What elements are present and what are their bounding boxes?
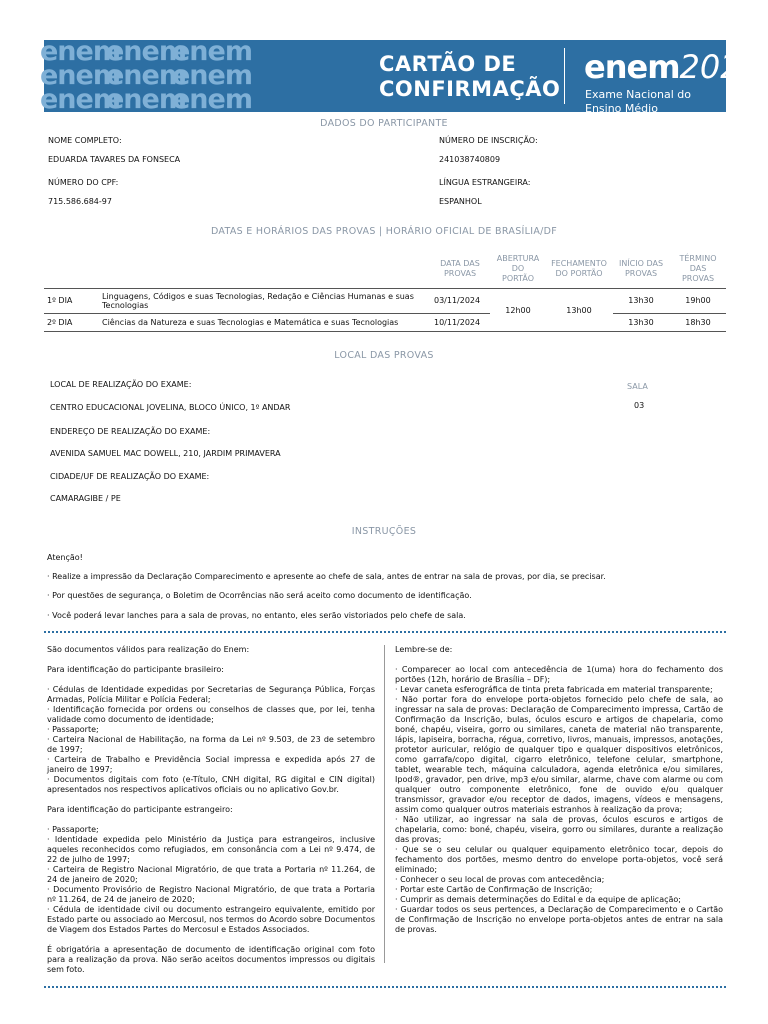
row-end: 18h30 bbox=[685, 318, 711, 327]
header-opening bbox=[490, 254, 546, 284]
cpf-value: 715.586.684-97 bbox=[48, 197, 112, 206]
card-title bbox=[379, 52, 561, 102]
reminder-item: · Não utilizar, ao ingressar na sala de provas, óculos escuros e artigos de chapelaria, como: boné, chapéu, viseira, gorro ou similares, durante a realização das provas; bbox=[395, 815, 723, 844]
place-label: LOCAL DE REALIZAÇÃO DO EXAME: bbox=[50, 380, 192, 389]
reminder-item: · Conhecer o seu local de provas com antecedência; bbox=[395, 875, 605, 884]
header-end-line3: PROVAS bbox=[681, 274, 715, 283]
address-value: AVENIDA SAMUEL MAC DOWELL, 210, JARDIM PRIMAVERA bbox=[50, 449, 281, 458]
header-end-line2: DAS bbox=[689, 264, 707, 273]
header-separator bbox=[564, 48, 565, 104]
pattern-word: enem bbox=[172, 36, 252, 67]
header-opening-line1: ABERTURA bbox=[496, 254, 540, 263]
place-value: CENTRO EDUCACIONAL JOVELINA, BLOCO ÚNICO, 1º ANDAR bbox=[50, 403, 291, 412]
documents-column bbox=[47, 645, 375, 975]
row-start: 13h30 bbox=[628, 318, 654, 327]
row-line bbox=[613, 313, 726, 314]
header-closing-line2: DO PORTÃO bbox=[555, 269, 603, 278]
row-line bbox=[100, 313, 490, 314]
reminder-item: · Não portar fora do envelope porta-objetos fornecido pelo chefe de sala, ao ingressar na sala de provas: Declaração de Comparecimento impressa, Cartão de Confirmação da Inscrição, bulas, óculos escuro e artigos de chapelaria, como boné, chapéu, viseira, gorro ou similares, caneta de material não transparente, lápis, lapiseira, borracha, régua, corretivo, livros, manuais, impressos, anotações, protetor auricular, relógio de qualquer tipo e qualquer dispositivos eletrônicos, como garrafa/copo digital, cigarro eletrônico, telefone celular, smartphone, tablet, wearable tech, máquina calculadora, agenda eletrônica e/ou similares, Ipod®, gravador, pen drive, mp3 e/ou similar, alarme, chave com alarme ou com qualquer outro componente eletrônico, fone de ouvido e/ou qualquer transmissor, gravador e/ou receptor de dados, imagens, vídeos e mensagens, assim como qualquer outros materiais estranhos à realização da prova; bbox=[395, 695, 723, 814]
document-item: · Passaporte; bbox=[47, 825, 99, 834]
header-end-line1: TÉRMINO bbox=[679, 254, 717, 263]
instructions-section-title: INSTRUÇÕES bbox=[351, 526, 417, 537]
table-top-line bbox=[44, 288, 726, 289]
pattern-word: enem bbox=[172, 60, 252, 91]
header-closing-line1: FECHAMENTO bbox=[551, 259, 607, 268]
opening-time: 12h00 bbox=[505, 306, 531, 315]
row-day: 2º DIA bbox=[47, 318, 73, 327]
dotted-divider bbox=[44, 631, 726, 633]
instruction-item: · Por questões de segurança, o Boletim de Ocorrências não será aceito como documento de identificação. bbox=[47, 591, 472, 600]
header-date-line2: PROVAS bbox=[443, 269, 477, 278]
header-start bbox=[613, 259, 669, 279]
row-date: 03/11/2024 bbox=[434, 296, 481, 305]
participant-section-title: DADOS DO PARTICIPANTE bbox=[320, 118, 448, 129]
room-label: SALA bbox=[627, 382, 648, 391]
document-item: · Carteira de Trabalho e Previdência Social impressa e expedida após 27 de janeiro de 1997; bbox=[47, 755, 375, 774]
header-opening-line2: DO bbox=[511, 264, 525, 273]
inscription-label: NÚMERO DE INSCRIÇÃO: bbox=[439, 136, 538, 145]
header-opening-line3: PORTÃO bbox=[502, 274, 534, 283]
foreign-title: Para identificação do participante estrangeiro: bbox=[47, 805, 233, 814]
header-closing bbox=[546, 259, 612, 279]
inscription-value: 241038740809 bbox=[439, 155, 501, 164]
reminder-item: · Levar caneta esferográfica de tinta preta fabricada em material transparente; bbox=[395, 685, 713, 694]
column-divider bbox=[384, 645, 385, 963]
document-item: · Passaporte; bbox=[47, 725, 99, 734]
row-subjects: Linguagens, Códigos e suas Tecnologias, Redação e Ciências Humanas e suas Tecnologias bbox=[102, 292, 414, 310]
room-value: 03 bbox=[634, 401, 645, 410]
pattern-word: enem bbox=[40, 36, 120, 67]
table-bottom-line bbox=[44, 331, 726, 332]
row-day: 1º DIA bbox=[47, 296, 73, 305]
city-label: CIDADE/UF DE REALIZAÇÃO DO EXAME: bbox=[50, 472, 210, 481]
header-end bbox=[670, 254, 726, 284]
name-label: NOME COMPLETO: bbox=[48, 136, 122, 145]
logo-word: enem bbox=[584, 48, 680, 86]
row-end: 19h00 bbox=[685, 296, 711, 305]
document-item: · Carteira de Registro Nacional Migratório, de que trata a Portaria nº 11.264, de 24 de janeiro de 2020; bbox=[47, 865, 375, 884]
row-subjects: Ciências da Natureza e suas Tecnologias e Matemática e suas Tecnologias bbox=[102, 318, 399, 327]
enem-pattern bbox=[40, 36, 252, 115]
pattern-word: enem bbox=[106, 60, 186, 91]
card-title-line2: CONFIRMAÇÃO bbox=[379, 77, 561, 101]
reminders-title: Lembre-se de: bbox=[395, 645, 453, 654]
pattern-word: enem bbox=[106, 36, 186, 67]
reminder-item: · Cumprir as demais determinações do Edital e da equipe de aplicação; bbox=[395, 895, 681, 904]
row-start: 13h30 bbox=[628, 296, 654, 305]
brazilian-title: Para identificação do participante brasileiro: bbox=[47, 665, 224, 674]
reminder-item: · Que se o seu celular ou qualquer equipamento eletrônico tocar, depois do fechamento dos portões, mesmo dentro do envelope porta-objetos, você será eliminado; bbox=[395, 845, 723, 874]
dotted-divider bbox=[44, 986, 726, 988]
language-label: LÍNGUA ESTRANGEIRA: bbox=[439, 178, 531, 187]
document-item: · Documentos digitais com foto (e-Título, CNH digital, RG digital e CIN digital) apresentados nos respectivos aplicativos oficiais ou no aplicativo Gov.br. bbox=[47, 775, 375, 794]
document-item: · Identidade expedida pelo Ministério da Justiça para estrangeiros, inclusive aqueles reconhecidos como refugiados, em consonância com a Lei nº 9.474, de 22 de julho de 1997; bbox=[47, 835, 375, 864]
header-start-line1: INÍCIO DAS bbox=[618, 259, 664, 268]
header-date bbox=[432, 259, 488, 279]
reminder-item: · Portar este Cartão de Confirmação de Inscrição; bbox=[395, 885, 593, 894]
reminders-column bbox=[395, 645, 723, 935]
document-item: · Identificação fornecida por ordens ou conselhos de classes que, por lei, tenha validade como documento de identidade; bbox=[47, 705, 375, 724]
document-item: · Documento Provisório de Registro Nacional Migratório, de que trata a Portaria nº 11.264, de 24 de janeiro de 2020; bbox=[47, 885, 375, 904]
header-start-line2: PROVAS bbox=[624, 269, 658, 278]
language-value: ESPANHOL bbox=[439, 197, 482, 206]
document-item: · Carteira Nacional de Habilitação, na forma da Lei nº 9.503, de 23 de setembro de 1997; bbox=[47, 735, 375, 754]
closing-time: 13h00 bbox=[566, 306, 592, 315]
header-banner bbox=[40, 36, 761, 115]
reminder-item: · Comparecer ao local com antecedência de 1(uma) hora do fechamento dos portões (12h, horário de Brasília – DF); bbox=[395, 665, 723, 684]
documents-closing: É obrigatória a apresentação de documento de identificação original com foto para a realização da prova. Não serão aceitos documentos impressos ou digitais sem foto. bbox=[47, 945, 375, 974]
pattern-word: enem bbox=[106, 84, 186, 115]
schedule-section-title: DATAS E HORÁRIOS DAS PROVAS | HORÁRIO OFICIAL DE BRASÍLIA/DF bbox=[210, 226, 557, 237]
header-date-line1: DATA DAS bbox=[440, 259, 480, 268]
enem-logo bbox=[584, 50, 761, 84]
document-item: · Cédula de identidade civil ou documento estrangeiro equivalente, emitido por Estado parte ou associado ao Mercosul, nos termos do Acordo sobre Documentos de Viagem dos Estados Partes do Mercosul e Estados Associados. bbox=[47, 905, 375, 934]
location-section-title: LOCAL DAS PROVAS bbox=[334, 350, 434, 361]
name-value: EDUARDA TAVARES DA FONSECA bbox=[48, 155, 181, 164]
city-value: CAMARAGIBE / PE bbox=[50, 494, 121, 503]
logo-year: 2024 bbox=[679, 48, 761, 86]
row-date: 10/11/2024 bbox=[434, 318, 481, 327]
row-line bbox=[44, 313, 100, 314]
reminder-item: · Guardar todos os seus pertences, a Declaração de Comparecimento e o Cartão de Confirmação de Inscrição no envelope porta-objetos antes de entrar na sala de provas. bbox=[395, 905, 723, 934]
attention-label: Atenção! bbox=[47, 553, 83, 562]
address-label: ENDEREÇO DE REALIZAÇÃO DO EXAME: bbox=[50, 427, 211, 436]
logo-subtitle: Exame Nacional do Ensino Médio bbox=[585, 88, 691, 115]
pattern-word: enem bbox=[172, 84, 252, 115]
card-title-line1: CARTÃO DE bbox=[379, 52, 517, 76]
cpf-label: NÚMERO DO CPF: bbox=[48, 178, 119, 187]
pattern-word: enem bbox=[40, 84, 120, 115]
instruction-item: · Você poderá levar lanches para a sala de provas, no entanto, eles serão vistoriados pelo chefe de sala. bbox=[47, 611, 466, 620]
instruction-item: · Realize a impressão da Declaração Comparecimento e apresente ao chefe de sala, antes de entrar na sala de provas, por dia, se precisar. bbox=[47, 572, 606, 581]
documents-intro: São documentos válidos para realização do Enem: bbox=[47, 645, 250, 654]
document-item: · Cédulas de Identidade expedidas por Secretarias de Segurança Pública, Forças Armadas, Polícia Militar e Polícia Federal; bbox=[47, 685, 375, 704]
pattern-word: enem bbox=[40, 60, 120, 91]
